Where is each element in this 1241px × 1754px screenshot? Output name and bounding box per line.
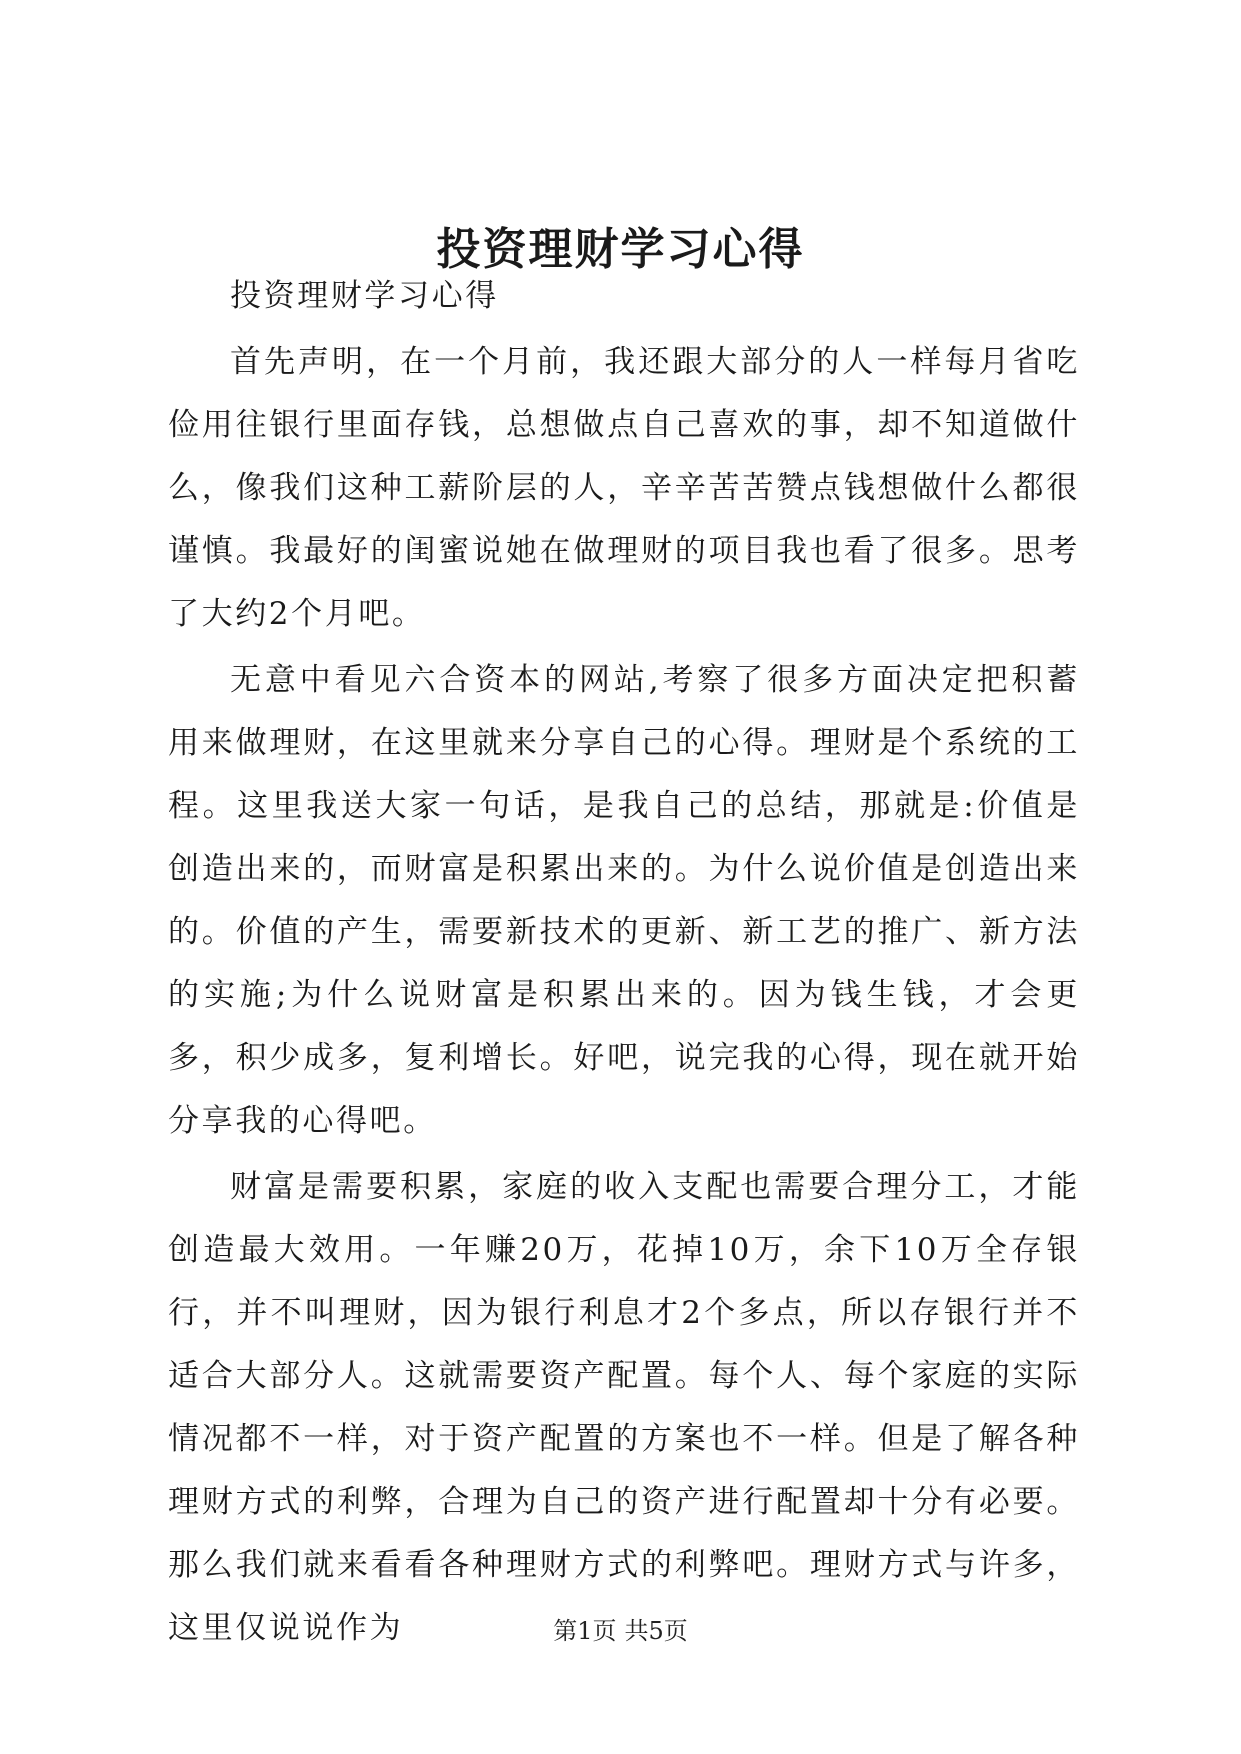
page-number: 第1页 <box>553 1617 617 1645</box>
document-body <box>168 265 1080 1660</box>
page-total: 共5页 <box>624 1617 688 1645</box>
page-footer <box>0 1615 1241 1647</box>
paragraph-3: 财富是需要积累，家庭的收入支配也需要合理分工，才能创造最大效用。一年赚20万，花掉10万，余下10万全存银行，并不叫理财，因为银行利息才2个多点，所以存银行并不适合大部分人。这就需要资产配置。每个人、每个家庭的实际情况都不一样，对于资产配置的方案也不一样。但是了解各种理财方式的利弊，合理为自己的资产进行配置却十分有必要。那么我们就来看看各种理财方式的利弊吧。理财方式与许多，这里仅说说作为 <box>168 1169 1080 1646</box>
paragraph-1: 首先声明，在一个月前，我还跟大部分的人一样每月省吃俭用往银行里面存钱，总想做点自己喜欢的事，却不知道做什么，像我们这种工薪阶层的人，辛辛苦苦赞点钱想做什么都很谨慎。我最好的闺蜜说她在做理财的项目我也看了很多。思考了大约2个月吧。 <box>168 344 1080 632</box>
paragraph-subtitle: 投资理财学习心得 <box>230 278 499 314</box>
paragraph-2: 无意中看见六合资本的网站,考察了很多方面决定把积蓄用来做理财，在这里就来分享自己的心得。理财是个系统的工程。这里我送大家一句话，是我自己的总结，那就是:价值是创造出来的，而财富是积累出来的。为什么说价值是创造出来的。价值的产生，需要新技术的更新、新工艺的推广、新方法的实施;为什么说财富是积累出来的。因为钱生钱，才会更多，积少成多，复利增长。好吧，说完我的心得，现在就开始分享我的心得吧。 <box>168 662 1080 1139</box>
document-title: 投资理财学习心得 <box>436 224 805 275</box>
